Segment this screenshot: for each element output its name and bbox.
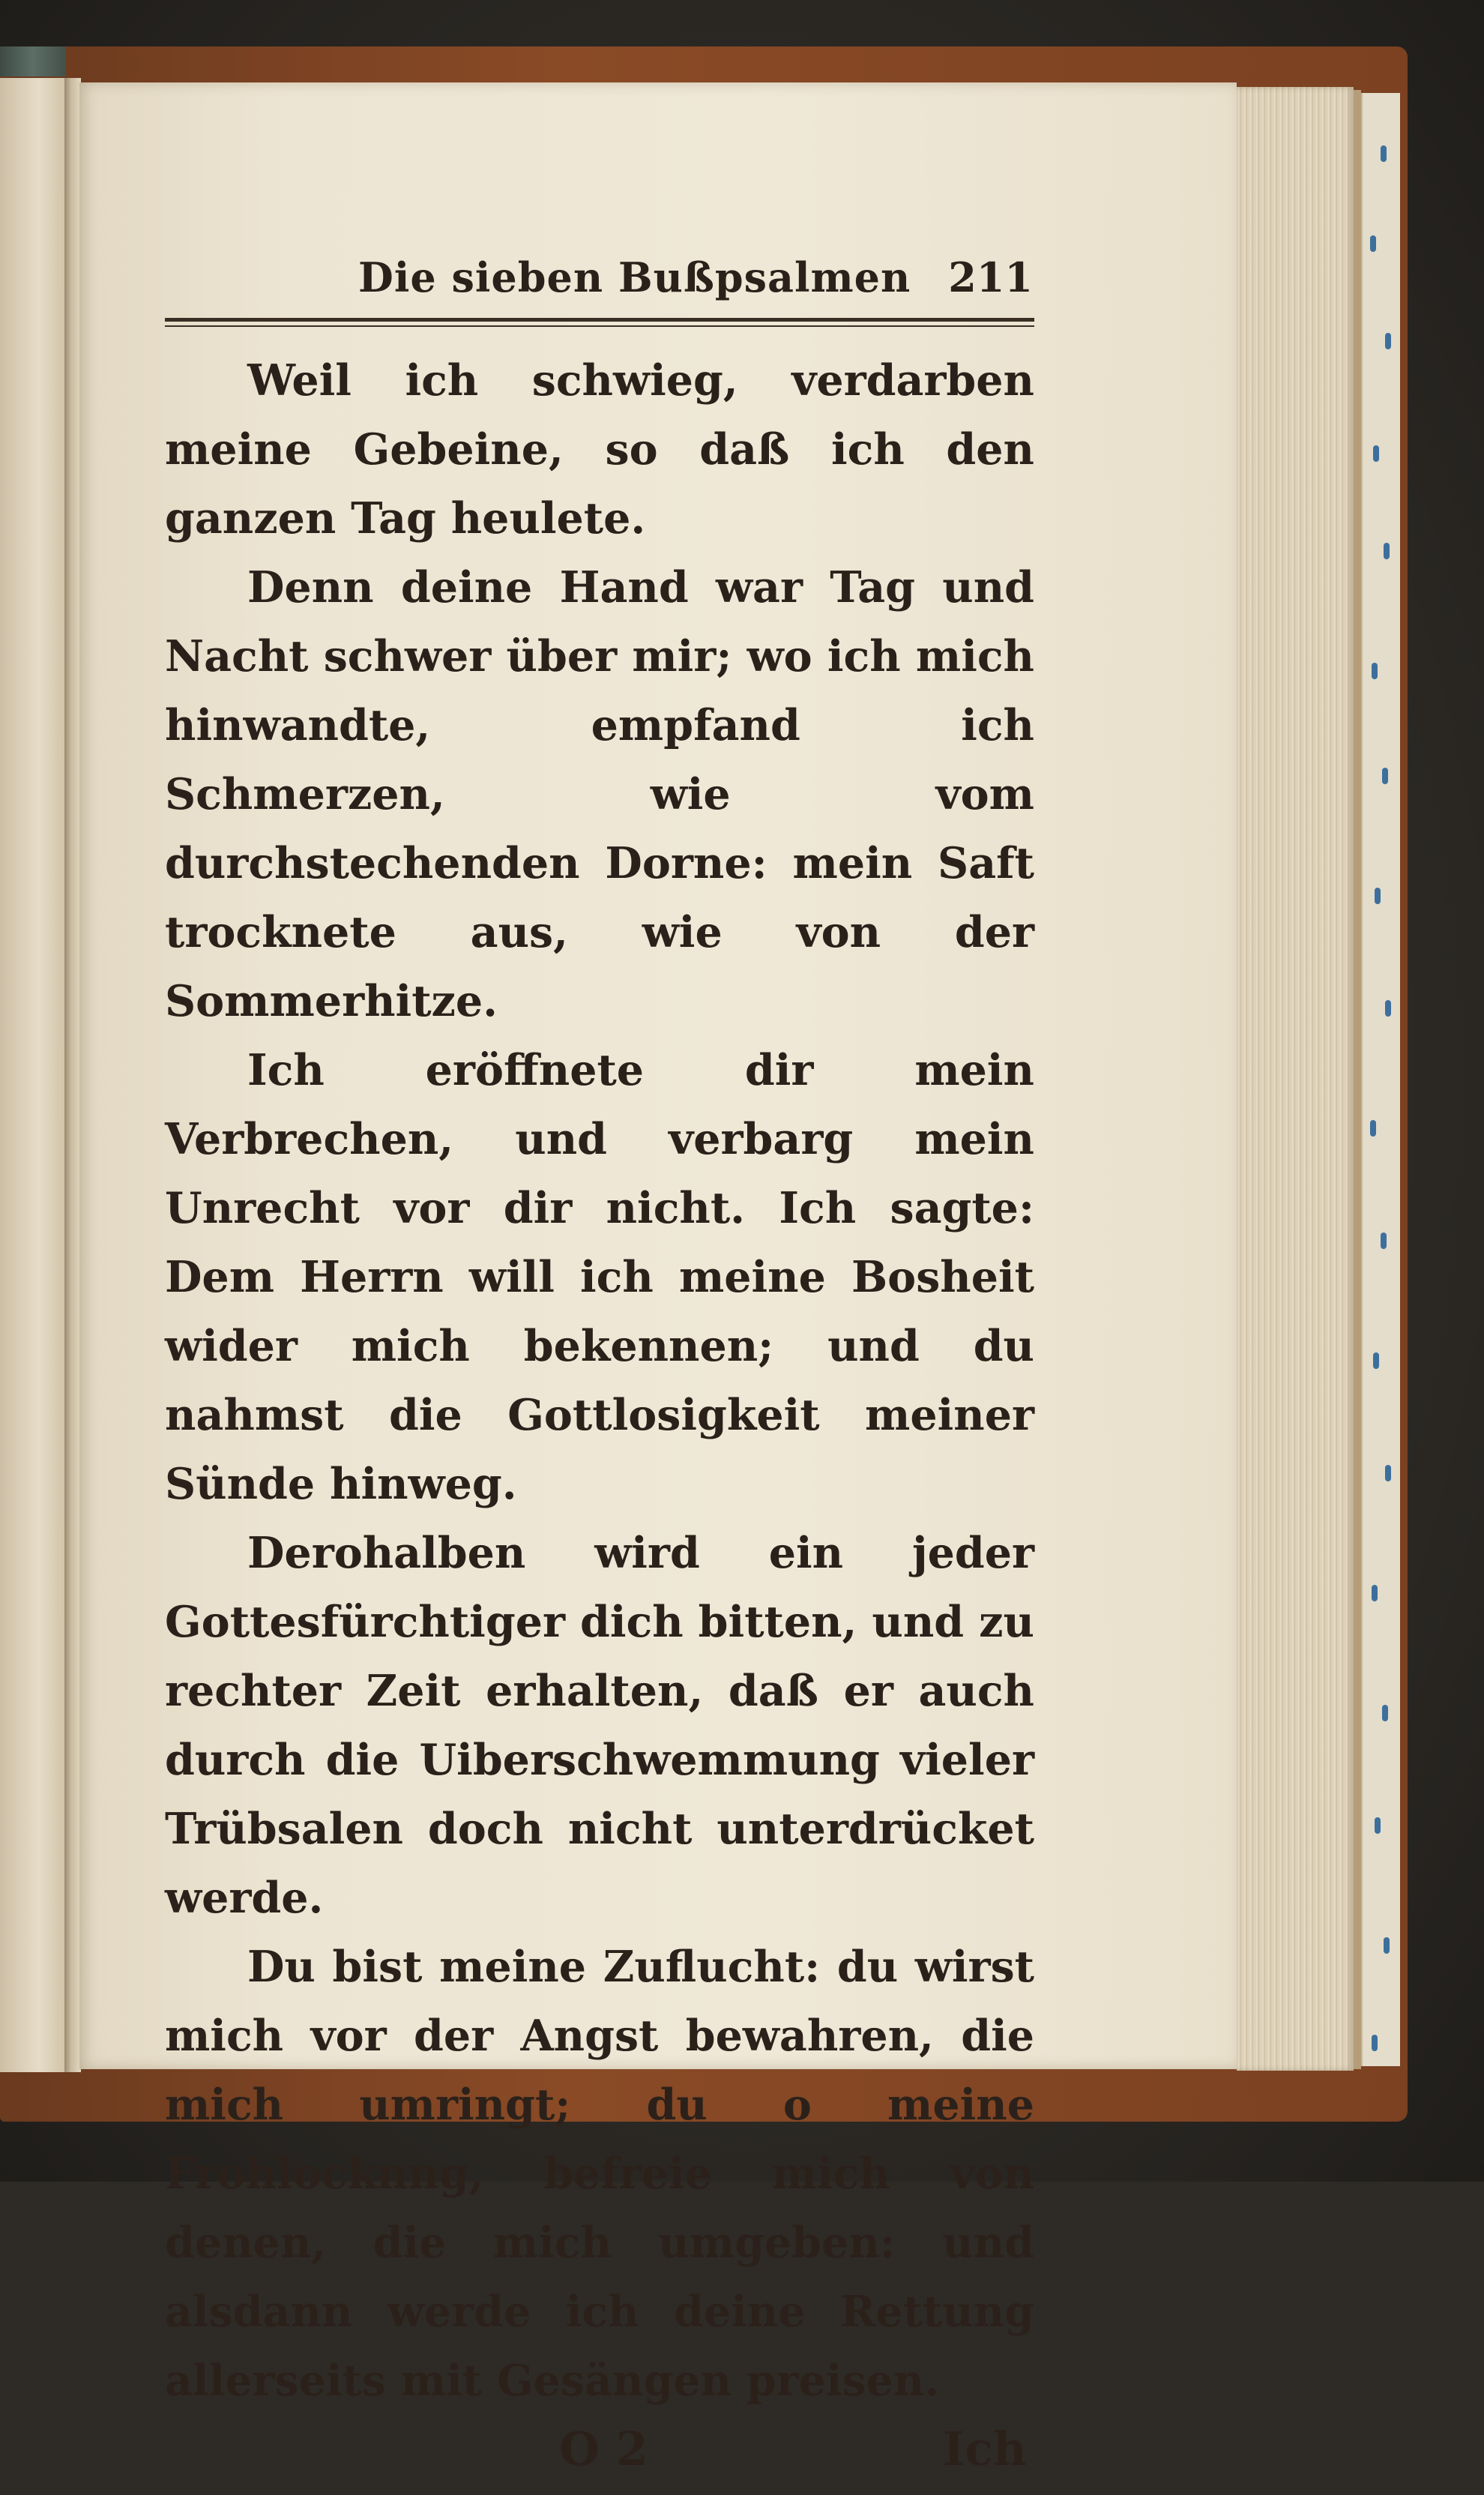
- signature-mark: O 2: [559, 2422, 648, 2476]
- sprinkle-speck: [1370, 1120, 1376, 1137]
- paragraph: Denn deine Hand war Tag und Nacht schwer über mir; wo ich mich hinwandte, empfand ich Schmerzen, wie vom durchstechenden Dorne: mein Saft trocknete aus, wie von der Sommerhitze.: [165, 562, 1034, 1026]
- sprinkle-speck: [1372, 2035, 1378, 2051]
- sprinkle-speck: [1381, 145, 1387, 162]
- paragraph: Ich eröffnete dir mein Verbrechen, und verbarg mein Unrecht vor dir nicht. Ich sagte: Dem Herrn will ich meine Bosheit wider mich bekennen; und du nahmst die Gottlosigkeit meiner Sünde hinweg.: [165, 1045, 1034, 1509]
- running-head: [165, 247, 1034, 315]
- sprinkle-speck: [1373, 1352, 1379, 1369]
- spine-strip: [0, 46, 66, 76]
- sprinkle-speck: [1382, 1705, 1388, 1721]
- previous-page-edge: [0, 78, 64, 2072]
- sprinkle-speck: [1381, 1233, 1387, 1249]
- sprinkle-speck: [1375, 888, 1381, 904]
- sprinkle-speck: [1385, 333, 1391, 349]
- paragraph: Du bist meine Zuflucht: du wirst mich vor der Angst bewahren, die mich umringt; du o meine Frohlocknng, befreie mich von denen, die mich umgeben: und alsdann werde ich deine Rettung allerseits mit Gesängen preisen.: [165, 1942, 1034, 2406]
- head-rule-thin: [165, 325, 1034, 327]
- gutter: [64, 78, 81, 2072]
- sprinkle-speck: [1385, 1000, 1391, 1017]
- sprinkle-speck: [1384, 543, 1390, 559]
- page-text-block: [165, 247, 1034, 2495]
- page-footer: [165, 2420, 1034, 2495]
- sprinkle-speck: [1384, 1937, 1390, 1954]
- fore-edge-stack: [1237, 87, 1354, 2071]
- paragraph: Weil ich schwieg, verdarben meine Gebeine, so daß ich den ganzen Tag heulete.: [165, 355, 1034, 544]
- sprinkled-edge: [1361, 93, 1400, 2066]
- fore-edge-shadow: [1354, 90, 1361, 2069]
- sprinkle-speck: [1372, 1585, 1378, 1601]
- body-text: [165, 346, 1034, 2416]
- sprinkle-speck: [1370, 235, 1376, 252]
- sprinkle-speck: [1372, 663, 1378, 679]
- paragraph: Derohalben wird ein jeder Gottesfürchtiger dich bitten, und zu rechter Zeit erhalten, daß er auch durch die Uiberschwemmung vieler Trübsalen doch nicht unterdrücket werde.: [165, 1528, 1034, 1923]
- head-rule-thick: [165, 318, 1034, 322]
- sprinkle-speck: [1373, 445, 1379, 462]
- catchword: Ich: [943, 2422, 1027, 2476]
- running-title: Die sieben Bußpsalmen: [358, 253, 911, 301]
- sprinkle-speck: [1375, 1817, 1381, 1834]
- page-number: 211: [948, 253, 1033, 301]
- sprinkle-speck: [1382, 768, 1388, 784]
- sprinkle-speck: [1385, 1465, 1391, 1481]
